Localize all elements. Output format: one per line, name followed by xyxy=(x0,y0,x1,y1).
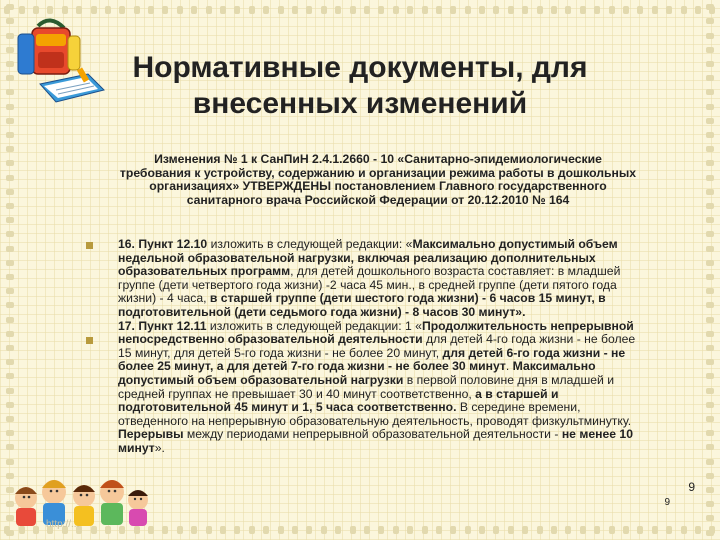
item2-part: Максимально допустимый объем образовательной нагрузки xyxy=(118,359,596,387)
bullet-marker-2 xyxy=(86,337,93,344)
backpack-books-icon xyxy=(10,12,110,112)
list-item-2 xyxy=(118,320,652,456)
item1-part: , для детей дошкольного возраста составляет: в младшей группе (дети четвертого года жизни) -2 часа 45 мин., в средней группе (дети пятого года жизни) - 4 часа, xyxy=(118,264,621,306)
item2-part: для детей 6-го года жизни - не более 25 минут, а для детей 7-го года жизни - не более 30 минут xyxy=(118,345,626,374)
list-item-1 xyxy=(118,238,652,320)
intro-paragraph: Изменения № 1 к СанПиН 2.4.1.2660 - 10 «Санитарно-эпидемиологические требования к устройству, содержанию и организации режима работы в дошкольных организациях» УТВЕРЖДЕНЫ постановлением Главного государственного санитарного врача Российской Федерации от 20.12.2010 № 164 xyxy=(119,152,637,207)
page-number: 9 xyxy=(688,480,695,494)
item2-part: 17. Пункт 12.11 xyxy=(118,318,207,333)
bullet-marker-1 xyxy=(86,242,93,249)
item2-part: изложить в следующей редакции: 1 « xyxy=(206,318,422,333)
title-line-1: Нормативные документы, для xyxy=(132,51,588,84)
watermark-url: http://... xyxy=(46,519,80,530)
item1-part: изложить в следующей редакции: « xyxy=(207,237,413,251)
right-border-decoration xyxy=(706,0,716,540)
item1-part: Максимально допустимый объем недельной образовательной нагрузки, включая реализацию дополнительных образовательных программ xyxy=(118,237,618,279)
item2-part: . xyxy=(505,359,513,374)
item2-part: между периодами непрерывной образовательной деятельности - xyxy=(183,427,562,442)
item2-part: ». xyxy=(154,440,165,455)
title-line-2: внесенных изменений xyxy=(192,87,528,120)
item2-part: для детей 4-го года жизни - не более 15 минут, для детей 5-го года жизни - не более 20 минут, xyxy=(118,332,636,360)
item2-part: в первой половине дня в младшей и средней группах не превышает 30 и 40 минут соответственно, xyxy=(118,372,615,401)
children-illustration xyxy=(4,448,154,528)
item2-part: а в старшей и подготовительной 45 минут и 1, 5 часа соответственно. xyxy=(118,386,559,415)
item2-part: В середине времени, отведенного на непрерывную образовательную деятельность, проводят физкультминутку. xyxy=(118,400,632,428)
page-title xyxy=(110,50,610,122)
item2-part: не менее 10 минут xyxy=(118,427,633,455)
item2-part: Продолжительность непрерывной непосредственно образовательной деятельности xyxy=(118,318,634,347)
item1-part: 16. Пункт 12.10 xyxy=(118,237,208,251)
item1-part: в старшей группе (дети шестого года жизни) - 6 часов 15 минут, в подготовительной (дети седьмого года жизни) - 8 часов 30 минут». xyxy=(118,291,606,319)
body-text xyxy=(118,238,652,456)
page-number-small: 9 xyxy=(664,497,670,508)
item2-part: Перерывы xyxy=(118,427,184,442)
